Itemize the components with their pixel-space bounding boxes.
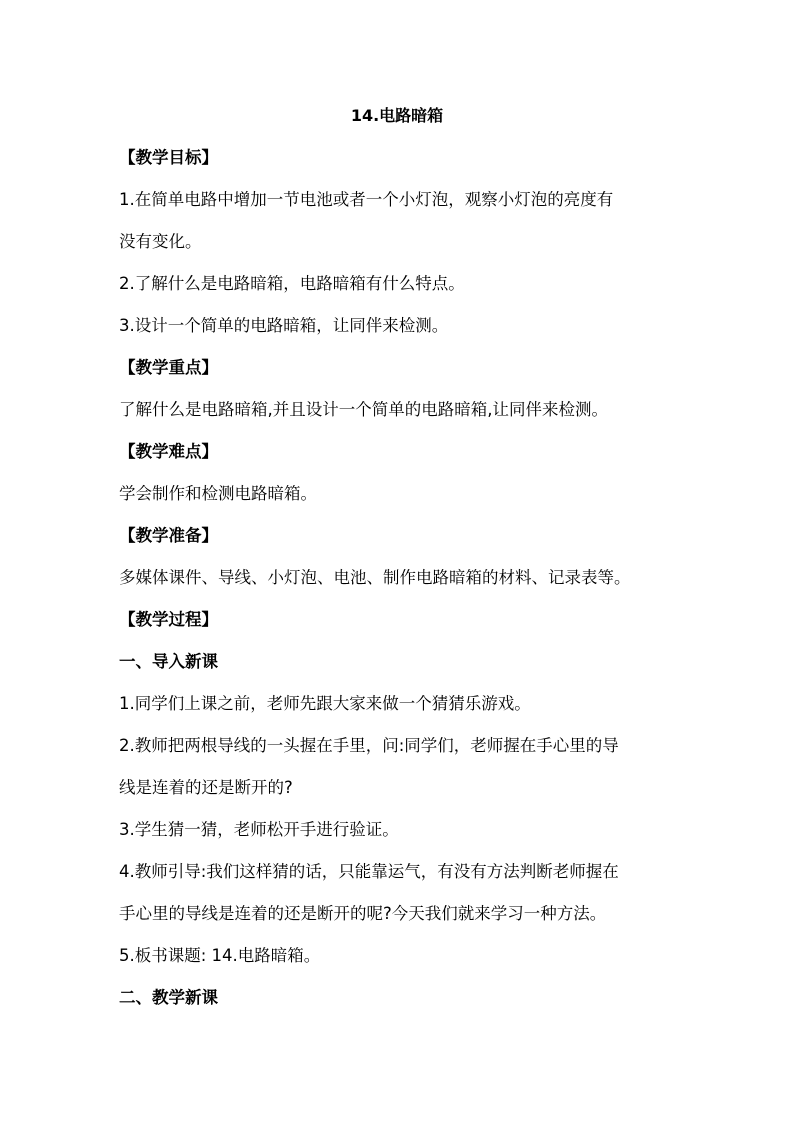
subsection-heading-intro: 一、导入新课 (119, 652, 218, 671)
paragraph-line: 学会制作和检测电路暗箱。 (119, 484, 317, 503)
section-heading-objectives: 【教学目标】 (119, 148, 218, 167)
paragraph-line: 了解什么是电路暗箱,并且设计一个简单的电路暗箱,让同伴来检测。 (119, 400, 608, 419)
paragraph-line: 线是连着的还是断开的? (119, 778, 293, 797)
paragraph-line: 3.设计一个简单的电路暗箱，让同伴来检测。 (119, 316, 449, 335)
paragraph-line: 多媒体课件、导线、小灯泡、电池、制作电路暗箱的材料、记录表等。 (119, 568, 631, 587)
paragraph-line: 没有变化。 (119, 232, 202, 251)
paragraph-line: 1.同学们上课之前，老师先跟大家来做一个猜猜乐游戏。 (119, 694, 531, 713)
document-title: 14.电路暗箱 (350, 106, 444, 125)
section-heading-preparation: 【教学准备】 (119, 526, 218, 545)
paragraph-line: 5.板书课题: 14.电路暗箱。 (119, 946, 321, 965)
subsection-heading-new-lesson: 二、教学新课 (119, 988, 218, 1007)
section-heading-process: 【教学过程】 (119, 610, 218, 629)
paragraph-line: 2.教师把两根导线的一头握在手里，问:同学们，老师握在手心里的导 (119, 736, 619, 755)
paragraph-line: 手心里的导线是连着的还是断开的呢?今天我们就来学习一种方法。 (119, 904, 607, 923)
paragraph-line: 4.教师引导:我们这样猜的话，只能靠运气，有没有方法判断老师握在 (119, 862, 619, 881)
section-heading-difficulties: 【教学难点】 (119, 442, 218, 461)
paragraph-line: 2.了解什么是电路暗箱，电路暗箱有什么特点。 (119, 274, 465, 293)
paragraph-line: 3.学生猜一猜，老师松开手进行验证。 (119, 820, 399, 839)
paragraph-line: 1.在简单电路中增加一节电池或者一个小灯泡，观察小灯泡的亮度有 (119, 190, 614, 209)
section-heading-key-points: 【教学重点】 (119, 358, 218, 377)
